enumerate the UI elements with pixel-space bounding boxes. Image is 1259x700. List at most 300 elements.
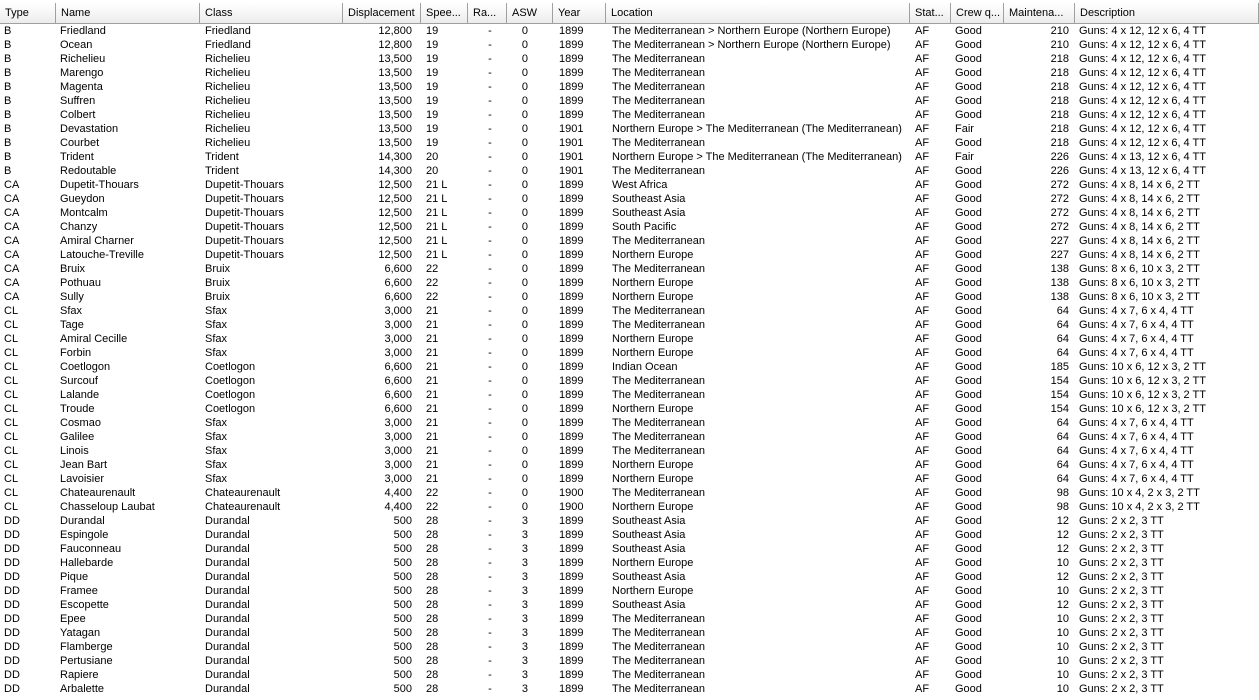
cell-displacement: 3,000 bbox=[384, 459, 412, 471]
cell-maintenance: 64 bbox=[1056, 319, 1069, 331]
column-header-status[interactable]: Stat... bbox=[910, 3, 951, 23]
cell-status: AF bbox=[915, 165, 930, 177]
cell-displacement: 6,600 bbox=[384, 263, 412, 275]
cell-location: Southeast Asia bbox=[612, 193, 686, 205]
cell-location: The Mediterranean bbox=[612, 53, 705, 65]
cell-description: Guns: 4 x 8, 14 x 6, 2 TT bbox=[1079, 207, 1200, 219]
cell-description: Guns: 4 x 8, 14 x 6, 2 TT bbox=[1079, 235, 1200, 247]
cell-speed: 28 bbox=[426, 515, 439, 527]
cell-asw: 0 bbox=[521, 249, 528, 261]
cell-speed: 28 bbox=[426, 627, 439, 639]
cell-name: Ocean bbox=[60, 39, 93, 51]
cell-range: - bbox=[488, 95, 492, 107]
cell-class: Bruix bbox=[205, 291, 231, 303]
cell-range: - bbox=[488, 235, 492, 247]
cell-status: AF bbox=[915, 683, 930, 695]
cell-crew-quality: Good bbox=[955, 291, 982, 303]
table-row[interactable] bbox=[0, 430, 1259, 444]
cell-displacement: 12,500 bbox=[378, 179, 412, 191]
table-row[interactable] bbox=[0, 542, 1259, 556]
cell-status: AF bbox=[915, 487, 930, 499]
cell-class: Sfax bbox=[205, 473, 228, 485]
table-row[interactable] bbox=[0, 220, 1259, 234]
cell-asw: 0 bbox=[521, 165, 528, 177]
cell-range: - bbox=[488, 39, 492, 51]
column-header-maintenance[interactable]: Maintena... bbox=[1004, 3, 1075, 23]
cell-displacement: 3,000 bbox=[384, 431, 412, 443]
cell-year: 1899 bbox=[559, 641, 584, 653]
cell-class: Trident bbox=[205, 165, 239, 177]
cell-status: AF bbox=[915, 403, 930, 415]
table-row[interactable] bbox=[0, 234, 1259, 248]
table-row[interactable] bbox=[0, 108, 1259, 122]
cell-status: AF bbox=[915, 137, 930, 149]
cell-speed: 28 bbox=[426, 669, 439, 681]
cell-location: The Mediterranean bbox=[612, 431, 705, 443]
cell-displacement: 3,000 bbox=[384, 347, 412, 359]
cell-class: Richelieu bbox=[205, 109, 251, 121]
cell-asw: 0 bbox=[521, 417, 528, 429]
cell-year: 1899 bbox=[559, 179, 584, 191]
cell-range: - bbox=[488, 151, 492, 163]
cell-year: 1899 bbox=[559, 249, 584, 261]
cell-crew-quality: Good bbox=[955, 277, 982, 289]
cell-class: Durandal bbox=[205, 571, 250, 583]
cell-type: DD bbox=[4, 613, 20, 625]
table-row[interactable] bbox=[0, 444, 1259, 458]
cell-name: Sfax bbox=[60, 305, 83, 317]
cell-name: Cosmao bbox=[60, 417, 101, 429]
cell-year: 1899 bbox=[559, 445, 584, 457]
cell-displacement: 12,500 bbox=[378, 249, 412, 261]
table-row[interactable] bbox=[0, 276, 1259, 290]
table-row[interactable] bbox=[0, 122, 1259, 136]
cell-maintenance: 272 bbox=[1050, 207, 1069, 219]
cell-range: - bbox=[488, 375, 492, 387]
cell-type: CL bbox=[4, 333, 19, 345]
cell-displacement: 6,600 bbox=[384, 403, 412, 415]
cell-location: The Mediterranean bbox=[612, 389, 705, 401]
cell-status: AF bbox=[915, 571, 930, 583]
cell-year: 1901 bbox=[559, 123, 584, 135]
cell-year: 1899 bbox=[559, 333, 584, 345]
table-row[interactable] bbox=[0, 150, 1259, 164]
cell-maintenance: 10 bbox=[1056, 669, 1069, 681]
cell-name: Lalande bbox=[60, 389, 100, 401]
table-row[interactable] bbox=[0, 332, 1259, 346]
cell-status: AF bbox=[915, 235, 930, 247]
cell-maintenance: 64 bbox=[1056, 459, 1069, 471]
column-header-crew-quality[interactable]: Crew q... bbox=[951, 3, 1004, 23]
cell-range: - bbox=[488, 557, 492, 569]
cell-speed: 19 bbox=[426, 137, 439, 149]
table-row[interactable] bbox=[0, 318, 1259, 332]
cell-range: - bbox=[488, 417, 492, 429]
cell-year: 1899 bbox=[559, 473, 584, 485]
cell-name: Colbert bbox=[60, 109, 96, 121]
cell-class: Durandal bbox=[205, 669, 250, 681]
cell-status: AF bbox=[915, 417, 930, 429]
cell-speed: 21 bbox=[426, 445, 439, 457]
cell-description: Guns: 10 x 4, 2 x 3, 2 TT bbox=[1079, 501, 1200, 513]
cell-description: Guns: 4 x 13, 12 x 6, 4 TT bbox=[1079, 165, 1206, 177]
cell-speed: 21 bbox=[426, 305, 439, 317]
cell-speed: 20 bbox=[426, 151, 439, 163]
cell-location: Northern Europe bbox=[612, 291, 694, 303]
cell-crew-quality: Good bbox=[955, 417, 982, 429]
cell-asw: 0 bbox=[521, 235, 528, 247]
table-row[interactable] bbox=[0, 640, 1259, 654]
cell-maintenance: 154 bbox=[1050, 403, 1069, 415]
cell-crew-quality: Good bbox=[955, 333, 982, 345]
cell-speed: 28 bbox=[426, 655, 439, 667]
cell-maintenance: 185 bbox=[1050, 361, 1069, 373]
table-row[interactable] bbox=[0, 164, 1259, 178]
column-header-year[interactable]: Year bbox=[553, 3, 606, 23]
cell-description: Guns: 10 x 6, 12 x 3, 2 TT bbox=[1079, 389, 1206, 401]
cell-range: - bbox=[488, 403, 492, 415]
cell-maintenance: 64 bbox=[1056, 333, 1069, 345]
table-row[interactable] bbox=[0, 654, 1259, 668]
column-header-name[interactable]: Name bbox=[56, 3, 200, 23]
cell-displacement: 13,500 bbox=[378, 123, 412, 135]
cell-range: - bbox=[488, 109, 492, 121]
cell-name: Trident bbox=[60, 151, 94, 163]
cell-crew-quality: Good bbox=[955, 137, 982, 149]
cell-maintenance: 12 bbox=[1056, 571, 1069, 583]
cell-description: Guns: 4 x 7, 6 x 4, 4 TT bbox=[1079, 445, 1194, 457]
table-row[interactable] bbox=[0, 290, 1259, 304]
cell-crew-quality: Good bbox=[955, 165, 982, 177]
table-row[interactable] bbox=[0, 682, 1259, 696]
cell-status: AF bbox=[915, 109, 930, 121]
cell-class: Richelieu bbox=[205, 67, 251, 79]
cell-displacement: 3,000 bbox=[384, 445, 412, 457]
cell-range: - bbox=[488, 459, 492, 471]
cell-name: Pertusiane bbox=[60, 655, 113, 667]
cell-name: Latouche-Treville bbox=[60, 249, 144, 261]
cell-crew-quality: Good bbox=[955, 53, 982, 65]
cell-maintenance: 210 bbox=[1050, 39, 1069, 51]
cell-crew-quality: Good bbox=[955, 473, 982, 485]
cell-description: Guns: 2 x 2, 3 TT bbox=[1079, 669, 1164, 681]
cell-class: Richelieu bbox=[205, 137, 251, 149]
table-row[interactable] bbox=[0, 556, 1259, 570]
table-row[interactable] bbox=[0, 360, 1259, 374]
cell-type: CL bbox=[4, 403, 19, 415]
cell-year: 1899 bbox=[559, 375, 584, 387]
cell-type: DD bbox=[4, 571, 20, 583]
cell-maintenance: 227 bbox=[1050, 235, 1069, 247]
table-row[interactable] bbox=[0, 500, 1259, 514]
table-row[interactable] bbox=[0, 528, 1259, 542]
cell-location: The Mediterranean bbox=[612, 319, 705, 331]
cell-displacement: 3,000 bbox=[384, 305, 412, 317]
cell-maintenance: 98 bbox=[1056, 501, 1069, 513]
table-row[interactable] bbox=[0, 486, 1259, 500]
cell-description: Guns: 4 x 7, 6 x 4, 4 TT bbox=[1079, 347, 1194, 359]
cell-crew-quality: Good bbox=[955, 445, 982, 457]
table-row[interactable] bbox=[0, 248, 1259, 262]
cell-name: Fauconneau bbox=[60, 543, 122, 555]
column-header-range[interactable]: Ra... bbox=[468, 3, 507, 23]
cell-displacement: 6,600 bbox=[384, 375, 412, 387]
cell-speed: 19 bbox=[426, 53, 439, 65]
cell-range: - bbox=[488, 361, 492, 373]
cell-name: Suffren bbox=[60, 95, 96, 107]
cell-displacement: 500 bbox=[393, 557, 412, 569]
cell-status: AF bbox=[915, 599, 930, 611]
cell-asw: 0 bbox=[521, 137, 528, 149]
cell-displacement: 12,800 bbox=[378, 25, 412, 37]
cell-asw: 0 bbox=[521, 25, 528, 37]
cell-displacement: 6,600 bbox=[384, 361, 412, 373]
cell-crew-quality: Good bbox=[955, 529, 982, 541]
cell-speed: 19 bbox=[426, 123, 439, 135]
cell-description: Guns: 4 x 8, 14 x 6, 2 TT bbox=[1079, 221, 1200, 233]
cell-displacement: 14,300 bbox=[378, 165, 412, 177]
cell-crew-quality: Good bbox=[955, 347, 982, 359]
cell-name: Coetlogon bbox=[60, 361, 111, 373]
cell-location: The Mediterranean bbox=[612, 683, 705, 695]
cell-name: Linois bbox=[60, 445, 89, 457]
cell-name: Chanzy bbox=[60, 221, 98, 233]
table-row[interactable] bbox=[0, 66, 1259, 80]
column-header-speed[interactable]: Spee... bbox=[421, 3, 468, 23]
cell-displacement: 13,500 bbox=[378, 67, 412, 79]
cell-maintenance: 10 bbox=[1056, 683, 1069, 695]
cell-speed: 21 bbox=[426, 319, 439, 331]
cell-maintenance: 272 bbox=[1050, 179, 1069, 191]
cell-type: CL bbox=[4, 487, 19, 499]
table-row[interactable] bbox=[0, 458, 1259, 472]
cell-location: The Mediterranean bbox=[612, 67, 705, 79]
cell-range: - bbox=[488, 123, 492, 135]
cell-name: Surcouf bbox=[60, 375, 98, 387]
column-header-description[interactable]: Description bbox=[1075, 3, 1259, 23]
cell-speed: 21 bbox=[426, 473, 439, 485]
column-header-location[interactable]: Location bbox=[606, 3, 910, 23]
table-row[interactable] bbox=[0, 570, 1259, 584]
cell-class: Chateaurenault bbox=[205, 487, 281, 499]
cell-name: Lavoisier bbox=[60, 473, 105, 485]
table-row[interactable] bbox=[0, 472, 1259, 486]
cell-crew-quality: Good bbox=[955, 487, 982, 499]
cell-name: Tage bbox=[60, 319, 84, 331]
cell-name: Galilee bbox=[60, 431, 95, 443]
cell-status: AF bbox=[915, 361, 930, 373]
table-row[interactable] bbox=[0, 38, 1259, 52]
cell-status: AF bbox=[915, 193, 930, 205]
cell-asw: 0 bbox=[521, 403, 528, 415]
cell-range: - bbox=[488, 655, 492, 667]
cell-asw: 0 bbox=[521, 123, 528, 135]
cell-description: Guns: 2 x 2, 3 TT bbox=[1079, 627, 1164, 639]
cell-year: 1899 bbox=[559, 599, 584, 611]
cell-location: Southeast Asia bbox=[612, 599, 686, 611]
cell-asw: 0 bbox=[521, 431, 528, 443]
column-header-class[interactable]: Class bbox=[200, 3, 343, 23]
cell-crew-quality: Good bbox=[955, 501, 982, 513]
cell-crew-quality: Good bbox=[955, 669, 982, 681]
table-row[interactable] bbox=[0, 206, 1259, 220]
cell-location: The Mediterranean > Northern Europe (Northern Europe) bbox=[612, 25, 891, 37]
cell-speed: 21 bbox=[426, 459, 439, 471]
cell-description: Guns: 4 x 12, 12 x 6, 4 TT bbox=[1079, 25, 1206, 37]
cell-displacement: 500 bbox=[393, 529, 412, 541]
cell-maintenance: 138 bbox=[1050, 277, 1069, 289]
cell-speed: 28 bbox=[426, 557, 439, 569]
cell-year: 1899 bbox=[559, 529, 584, 541]
cell-range: - bbox=[488, 641, 492, 653]
cell-speed: 21 bbox=[426, 403, 439, 415]
cell-class: Friedland bbox=[205, 39, 251, 51]
cell-maintenance: 272 bbox=[1050, 193, 1069, 205]
cell-status: AF bbox=[915, 473, 930, 485]
cell-speed: 19 bbox=[426, 109, 439, 121]
table-row[interactable] bbox=[0, 514, 1259, 528]
cell-location: Southeast Asia bbox=[612, 515, 686, 527]
cell-type: CL bbox=[4, 445, 19, 457]
cell-type: CL bbox=[4, 501, 19, 513]
table-row[interactable] bbox=[0, 94, 1259, 108]
cell-range: - bbox=[488, 193, 492, 205]
table-row[interactable] bbox=[0, 626, 1259, 640]
table-row[interactable] bbox=[0, 136, 1259, 150]
cell-asw: 3 bbox=[521, 669, 528, 681]
cell-status: AF bbox=[915, 613, 930, 625]
table-row[interactable] bbox=[0, 402, 1259, 416]
cell-status: AF bbox=[915, 445, 930, 457]
cell-crew-quality: Good bbox=[955, 641, 982, 653]
cell-speed: 21 L bbox=[426, 207, 448, 219]
cell-range: - bbox=[488, 445, 492, 457]
cell-description: Guns: 4 x 12, 12 x 6, 4 TT bbox=[1079, 39, 1206, 51]
table-body bbox=[0, 24, 1259, 696]
cell-asw: 0 bbox=[521, 67, 528, 79]
cell-type: B bbox=[4, 109, 12, 121]
cell-crew-quality: Good bbox=[955, 109, 982, 121]
cell-maintenance: 226 bbox=[1050, 165, 1069, 177]
table-row[interactable] bbox=[0, 24, 1259, 38]
cell-maintenance: 64 bbox=[1056, 305, 1069, 317]
table-row[interactable] bbox=[0, 80, 1259, 94]
cell-asw: 0 bbox=[521, 291, 528, 303]
cell-description: Guns: 4 x 7, 6 x 4, 4 TT bbox=[1079, 319, 1194, 331]
cell-maintenance: 10 bbox=[1056, 613, 1069, 625]
cell-speed: 28 bbox=[426, 599, 439, 611]
cell-displacement: 3,000 bbox=[384, 417, 412, 429]
table-row[interactable] bbox=[0, 178, 1259, 192]
cell-location: The Mediterranean bbox=[612, 263, 705, 275]
cell-name: Framee bbox=[60, 585, 98, 597]
cell-crew-quality: Good bbox=[955, 599, 982, 611]
table-row[interactable] bbox=[0, 668, 1259, 682]
cell-class: Durandal bbox=[205, 529, 250, 541]
table-row[interactable] bbox=[0, 346, 1259, 360]
cell-location: The Mediterranean bbox=[612, 235, 705, 247]
cell-location: The Mediterranean bbox=[612, 95, 705, 107]
cell-year: 1899 bbox=[559, 403, 584, 415]
table-row[interactable] bbox=[0, 374, 1259, 388]
cell-name: Magenta bbox=[60, 81, 103, 93]
cell-displacement: 500 bbox=[393, 585, 412, 597]
cell-asw: 0 bbox=[521, 81, 528, 93]
cell-class: Richelieu bbox=[205, 81, 251, 93]
cell-maintenance: 64 bbox=[1056, 417, 1069, 429]
cell-status: AF bbox=[915, 669, 930, 681]
cell-displacement: 500 bbox=[393, 641, 412, 653]
cell-year: 1899 bbox=[559, 627, 584, 639]
cell-status: AF bbox=[915, 431, 930, 443]
table-row[interactable] bbox=[0, 52, 1259, 66]
cell-speed: 28 bbox=[426, 529, 439, 541]
cell-class: Sfax bbox=[205, 459, 228, 471]
cell-description: Guns: 10 x 4, 2 x 3, 2 TT bbox=[1079, 487, 1200, 499]
cell-type: CL bbox=[4, 459, 19, 471]
cell-asw: 0 bbox=[521, 221, 528, 233]
cell-crew-quality: Good bbox=[955, 319, 982, 331]
cell-status: AF bbox=[915, 319, 930, 331]
cell-name: Troude bbox=[60, 403, 95, 415]
cell-year: 1899 bbox=[559, 25, 584, 37]
cell-location: Northern Europe bbox=[612, 459, 694, 471]
cell-displacement: 13,500 bbox=[378, 109, 412, 121]
cell-year: 1899 bbox=[559, 277, 584, 289]
cell-displacement: 6,600 bbox=[384, 277, 412, 289]
cell-speed: 22 bbox=[426, 501, 439, 513]
cell-year: 1899 bbox=[559, 557, 584, 569]
cell-crew-quality: Good bbox=[955, 39, 982, 51]
cell-maintenance: 10 bbox=[1056, 557, 1069, 569]
cell-location: Southeast Asia bbox=[612, 571, 686, 583]
table-row[interactable] bbox=[0, 304, 1259, 318]
cell-type: DD bbox=[4, 627, 20, 639]
cell-crew-quality: Fair bbox=[955, 123, 974, 135]
cell-type: CL bbox=[4, 473, 19, 485]
cell-type: B bbox=[4, 25, 12, 37]
column-header-displacement[interactable]: Displacement bbox=[343, 3, 421, 23]
column-header-asw[interactable]: ASW bbox=[507, 3, 553, 23]
cell-asw: 0 bbox=[521, 179, 528, 191]
cell-name: Gueydon bbox=[60, 193, 105, 205]
cell-asw: 0 bbox=[521, 193, 528, 205]
cell-range: - bbox=[488, 137, 492, 149]
table-row[interactable] bbox=[0, 192, 1259, 206]
cell-speed: 19 bbox=[426, 25, 439, 37]
table-row[interactable] bbox=[0, 388, 1259, 402]
cell-type: DD bbox=[4, 515, 20, 527]
cell-location: Northern Europe > The Mediterranean (The Mediterranean) bbox=[612, 123, 902, 135]
table-row[interactable] bbox=[0, 262, 1259, 276]
cell-maintenance: 218 bbox=[1050, 67, 1069, 79]
cell-class: Sfax bbox=[205, 305, 228, 317]
cell-location: Northern Europe > The Mediterranean (The Mediterranean) bbox=[612, 151, 902, 163]
table-row[interactable] bbox=[0, 612, 1259, 626]
cell-asw: 0 bbox=[521, 375, 528, 387]
cell-range: - bbox=[488, 67, 492, 79]
table-row[interactable] bbox=[0, 598, 1259, 612]
cell-year: 1899 bbox=[559, 263, 584, 275]
column-header-type[interactable]: Type bbox=[0, 3, 56, 23]
cell-maintenance: 154 bbox=[1050, 389, 1069, 401]
cell-asw: 0 bbox=[521, 389, 528, 401]
cell-speed: 22 bbox=[426, 487, 439, 499]
table-row[interactable] bbox=[0, 584, 1259, 598]
cell-location: The Mediterranean bbox=[612, 137, 705, 149]
table-row[interactable] bbox=[0, 416, 1259, 430]
cell-maintenance: 64 bbox=[1056, 445, 1069, 457]
